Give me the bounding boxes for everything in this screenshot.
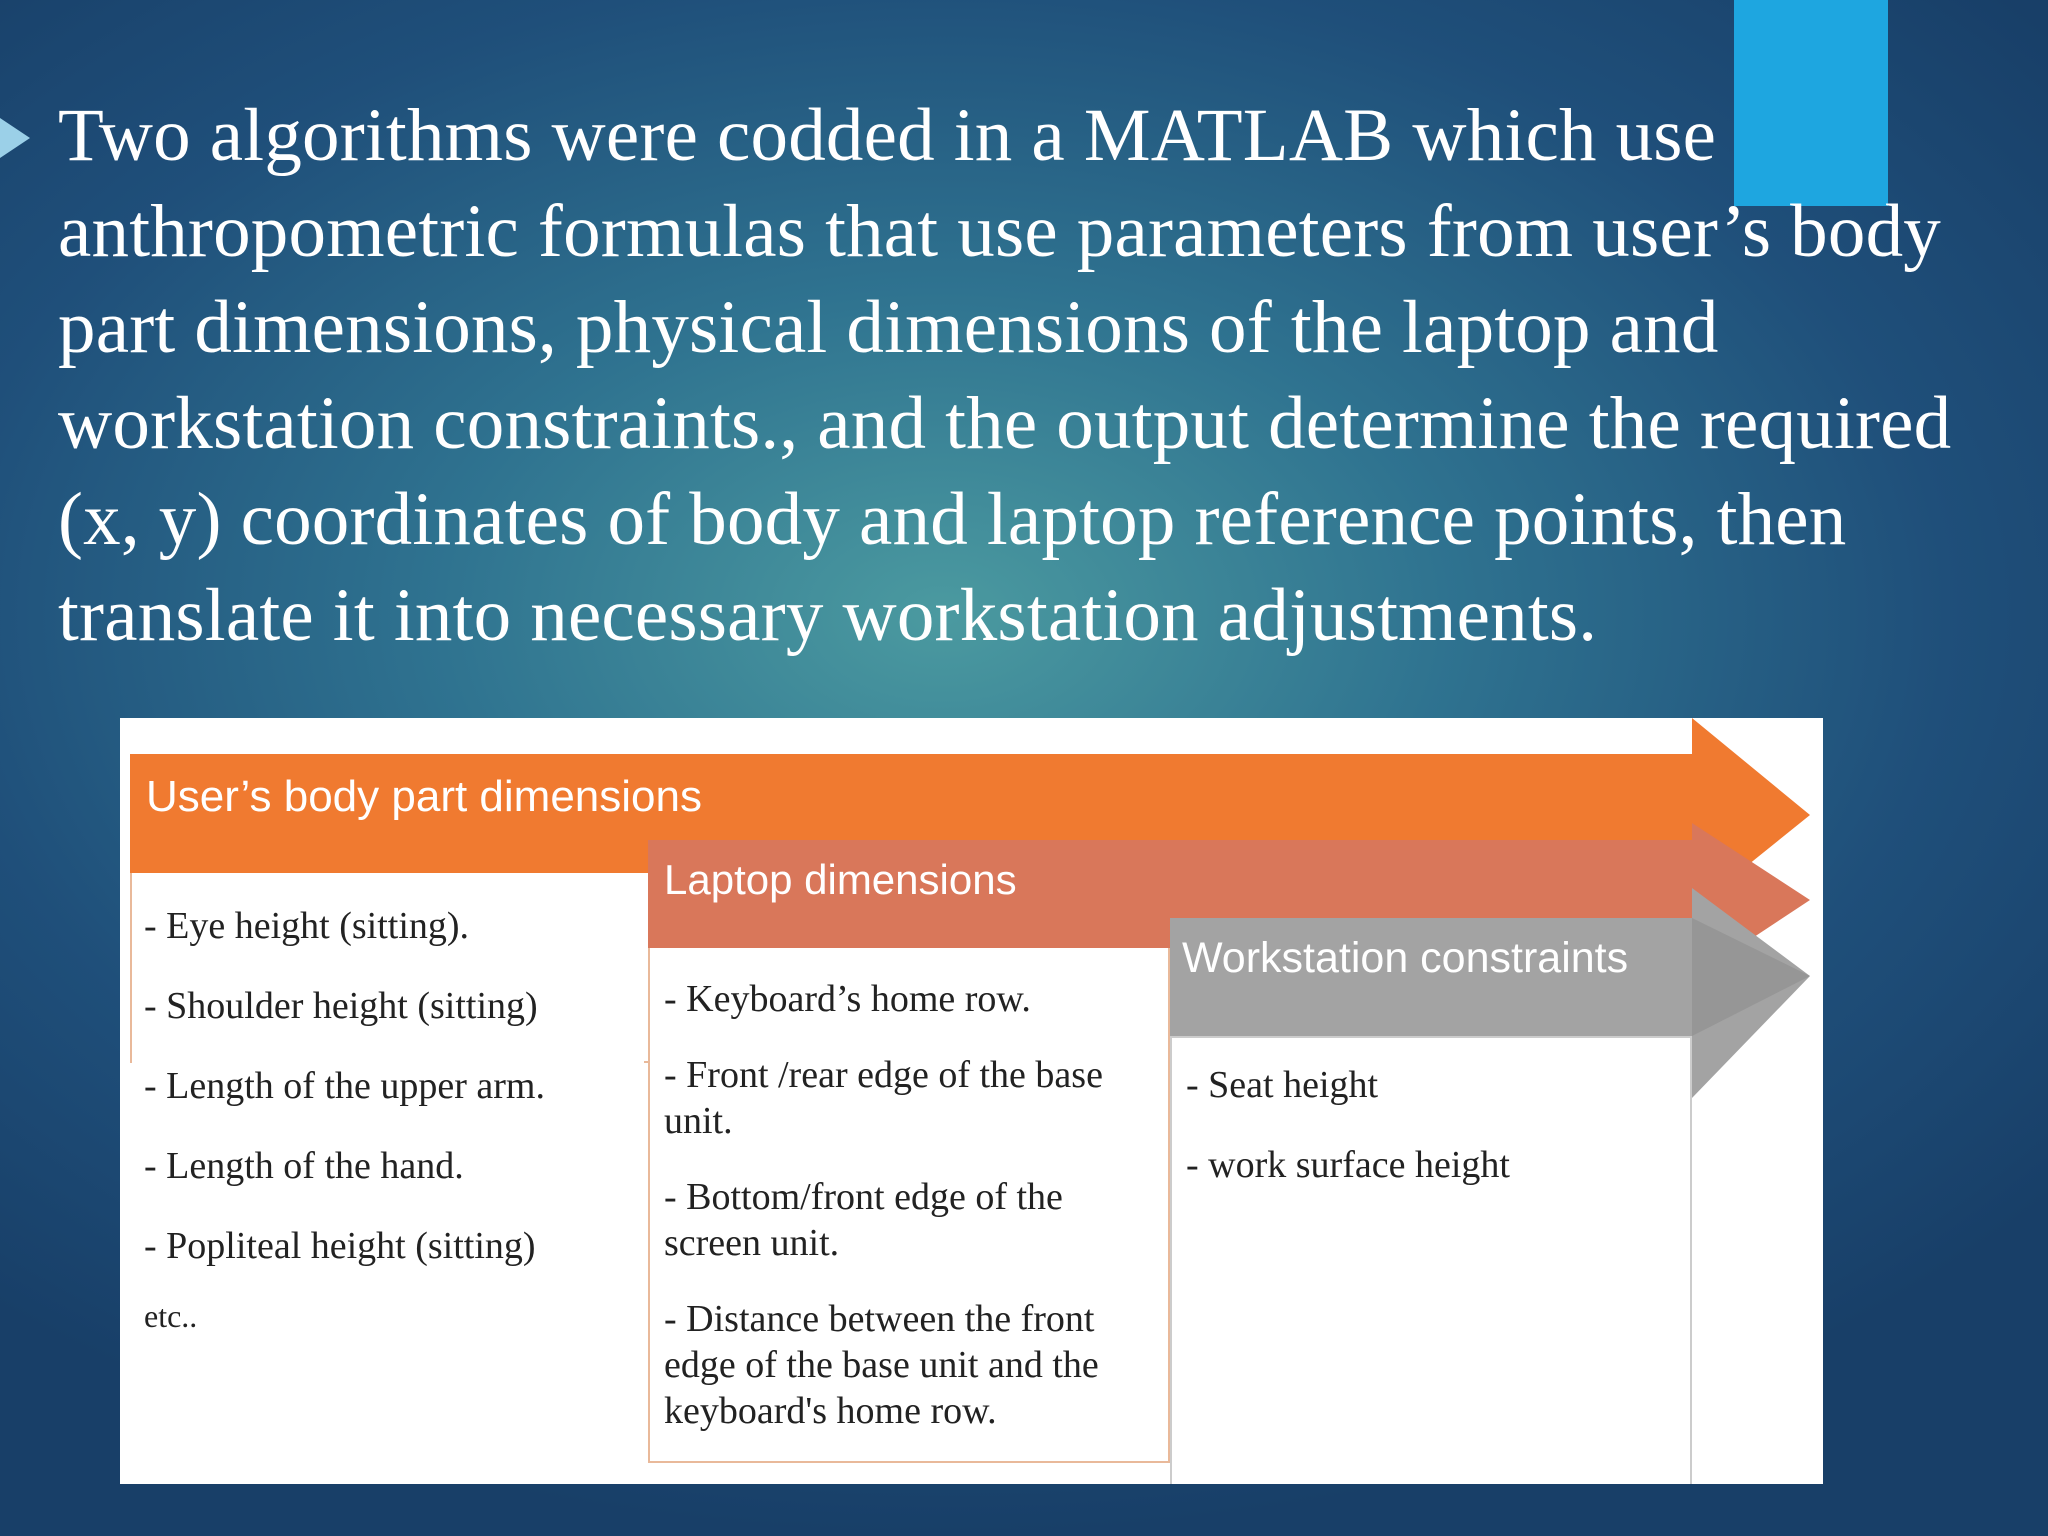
body-item: - Shoulder height (sitting) xyxy=(144,985,538,1027)
laptop-item: - Front /rear edge of the base unit. xyxy=(664,1054,1103,1142)
laptop-item: - Bottom/front edge of the screen unit. xyxy=(664,1176,1063,1264)
body-item: - Length of the hand. xyxy=(144,1145,464,1187)
bullet-arrow-icon xyxy=(0,118,30,158)
workstation-item: - Seat height xyxy=(1186,1064,1379,1106)
band-label-laptop: Laptop dimensions xyxy=(664,856,1017,903)
body-item: - Eye height (sitting). xyxy=(144,905,470,947)
workstation-items-box xyxy=(1170,1036,1692,1484)
body-item: - Popliteal height (sitting) xyxy=(144,1225,536,1267)
diagram-image xyxy=(120,718,1823,1484)
laptop-item: - Distance between the front edge of the base unit and the keyboard's home row. xyxy=(664,1298,1099,1432)
workstation-item: - work surface height xyxy=(1186,1144,1510,1186)
band-label-workstation: Workstation constraints xyxy=(1182,934,1629,982)
band-label-body: User’s body part dimensions xyxy=(146,772,702,821)
body-item: etc.. xyxy=(144,1298,198,1334)
laptop-item: - Keyboard’s home row. xyxy=(664,978,1031,1020)
body-items-list xyxy=(132,875,644,1334)
body-item: - Length of the upper arm. xyxy=(144,1065,545,1107)
bullet-text: Two algorithms were codded in a MATLAB which use anthropometric formulas that use parameters from user’s body part dimensions, physical dimensions of the laptop and workstation constraints., and the output determine the required (x, y) coordinates of body and laptop reference points, then translate it into necessary workstation adjustments. xyxy=(58,94,1952,657)
laptop-items-box xyxy=(648,948,1170,1463)
